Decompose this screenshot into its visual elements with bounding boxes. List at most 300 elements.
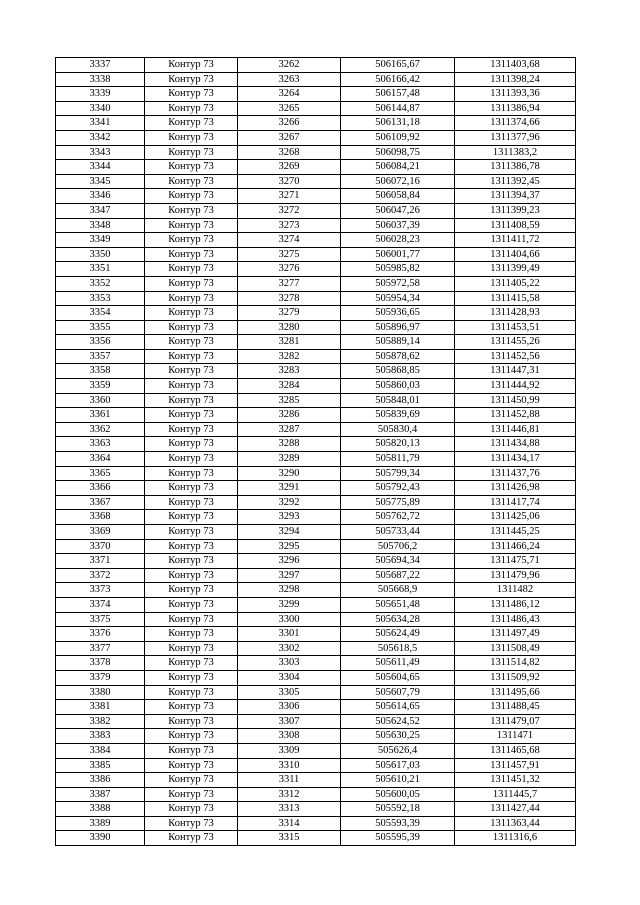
table-row xyxy=(56,116,576,131)
table-row xyxy=(56,58,576,73)
x-coordinate-cell: 505811,79 xyxy=(341,452,455,467)
row-number-cell: 3354 xyxy=(56,306,145,321)
table-row xyxy=(56,656,576,671)
x-coordinate-cell: 505604,65 xyxy=(341,670,455,685)
table-row xyxy=(56,218,576,233)
y-coordinate-cell: 1311394,37 xyxy=(455,189,576,204)
table-row xyxy=(56,320,576,335)
row-number-cell: 3342 xyxy=(56,130,145,145)
x-coordinate-cell: 505630,25 xyxy=(341,729,455,744)
point-number-cell: 3266 xyxy=(238,116,341,131)
contour-name-cell: Контур 73 xyxy=(145,203,238,218)
y-coordinate-cell: 1311415,58 xyxy=(455,291,576,306)
row-number-cell: 3364 xyxy=(56,452,145,467)
table-row xyxy=(56,787,576,802)
point-number-cell: 3290 xyxy=(238,466,341,481)
table-row xyxy=(56,101,576,116)
y-coordinate-cell: 1311399,49 xyxy=(455,262,576,277)
row-number-cell: 3360 xyxy=(56,393,145,408)
table-row xyxy=(56,583,576,598)
row-number-cell: 3338 xyxy=(56,72,145,87)
contour-name-cell: Контур 73 xyxy=(145,597,238,612)
row-number-cell: 3372 xyxy=(56,568,145,583)
contour-name-cell: Контур 73 xyxy=(145,787,238,802)
contour-name-cell: Контур 73 xyxy=(145,802,238,817)
x-coordinate-cell: 505634,28 xyxy=(341,612,455,627)
point-number-cell: 3282 xyxy=(238,349,341,364)
contour-name-cell: Контур 73 xyxy=(145,466,238,481)
table-row xyxy=(56,554,576,569)
y-coordinate-cell: 1311399,23 xyxy=(455,203,576,218)
table-row xyxy=(56,510,576,525)
point-number-cell: 3310 xyxy=(238,758,341,773)
x-coordinate-cell: 505985,82 xyxy=(341,262,455,277)
y-coordinate-cell: 1311437,76 xyxy=(455,466,576,481)
y-coordinate-cell: 1311471 xyxy=(455,729,576,744)
x-coordinate-cell: 506001,77 xyxy=(341,247,455,262)
y-coordinate-cell: 1311374,66 xyxy=(455,116,576,131)
x-coordinate-cell: 505668,9 xyxy=(341,583,455,598)
point-number-cell: 3303 xyxy=(238,656,341,671)
x-coordinate-cell: 506144,87 xyxy=(341,101,455,116)
point-number-cell: 3307 xyxy=(238,714,341,729)
x-coordinate-cell: 506098,75 xyxy=(341,145,455,160)
table-row xyxy=(56,174,576,189)
y-coordinate-cell: 1311455,26 xyxy=(455,335,576,350)
contour-name-cell: Контур 73 xyxy=(145,160,238,175)
row-number-cell: 3348 xyxy=(56,218,145,233)
y-coordinate-cell: 1311486,43 xyxy=(455,612,576,627)
contour-name-cell: Контур 73 xyxy=(145,291,238,306)
point-number-cell: 3309 xyxy=(238,743,341,758)
row-number-cell: 3363 xyxy=(56,437,145,452)
x-coordinate-cell: 505618,5 xyxy=(341,641,455,656)
contour-name-cell: Контур 73 xyxy=(145,379,238,394)
x-coordinate-cell: 506131,18 xyxy=(341,116,455,131)
point-number-cell: 3311 xyxy=(238,773,341,788)
y-coordinate-cell: 1311393,36 xyxy=(455,87,576,102)
row-number-cell: 3367 xyxy=(56,495,145,510)
row-number-cell: 3369 xyxy=(56,525,145,540)
y-coordinate-cell: 1311488,45 xyxy=(455,700,576,715)
table-row xyxy=(56,291,576,306)
y-coordinate-cell: 1311417,74 xyxy=(455,495,576,510)
contour-name-cell: Контур 73 xyxy=(145,58,238,73)
point-number-cell: 3315 xyxy=(238,831,341,846)
contour-name-cell: Контур 73 xyxy=(145,816,238,831)
point-number-cell: 3292 xyxy=(238,495,341,510)
y-coordinate-cell: 1311475,71 xyxy=(455,554,576,569)
y-coordinate-cell: 1311450,99 xyxy=(455,393,576,408)
row-number-cell: 3385 xyxy=(56,758,145,773)
y-coordinate-cell: 1311444,92 xyxy=(455,379,576,394)
table-row xyxy=(56,466,576,481)
table-row xyxy=(56,685,576,700)
contour-name-cell: Контур 73 xyxy=(145,247,238,262)
point-number-cell: 3300 xyxy=(238,612,341,627)
x-coordinate-cell: 506072,16 xyxy=(341,174,455,189)
row-number-cell: 3386 xyxy=(56,773,145,788)
row-number-cell: 3340 xyxy=(56,101,145,116)
contour-name-cell: Контур 73 xyxy=(145,189,238,204)
point-number-cell: 3279 xyxy=(238,306,341,321)
row-number-cell: 3389 xyxy=(56,816,145,831)
contour-name-cell: Контур 73 xyxy=(145,87,238,102)
x-coordinate-cell: 505626,4 xyxy=(341,743,455,758)
x-coordinate-cell: 505694,34 xyxy=(341,554,455,569)
row-number-cell: 3379 xyxy=(56,670,145,685)
x-coordinate-cell: 506047,26 xyxy=(341,203,455,218)
table-row xyxy=(56,189,576,204)
y-coordinate-cell: 1311486,12 xyxy=(455,597,576,612)
x-coordinate-cell: 505972,58 xyxy=(341,276,455,291)
row-number-cell: 3366 xyxy=(56,481,145,496)
row-number-cell: 3349 xyxy=(56,233,145,248)
contour-name-cell: Контур 73 xyxy=(145,481,238,496)
table-row xyxy=(56,495,576,510)
x-coordinate-cell: 506058,84 xyxy=(341,189,455,204)
x-coordinate-cell: 505936,65 xyxy=(341,306,455,321)
point-number-cell: 3289 xyxy=(238,452,341,467)
row-number-cell: 3365 xyxy=(56,466,145,481)
table-row xyxy=(56,816,576,831)
y-coordinate-cell: 1311447,31 xyxy=(455,364,576,379)
contour-name-cell: Контур 73 xyxy=(145,101,238,116)
y-coordinate-cell: 1311445,7 xyxy=(455,787,576,802)
table-row xyxy=(56,379,576,394)
point-number-cell: 3271 xyxy=(238,189,341,204)
x-coordinate-cell: 506028,23 xyxy=(341,233,455,248)
contour-name-cell: Контур 73 xyxy=(145,364,238,379)
contour-name-cell: Контур 73 xyxy=(145,72,238,87)
point-number-cell: 3270 xyxy=(238,174,341,189)
x-coordinate-cell: 505706,2 xyxy=(341,539,455,554)
table-row xyxy=(56,437,576,452)
y-coordinate-cell: 1311509,92 xyxy=(455,670,576,685)
x-coordinate-cell: 505839,69 xyxy=(341,408,455,423)
x-coordinate-cell: 505617,03 xyxy=(341,758,455,773)
x-coordinate-cell: 506037,39 xyxy=(341,218,455,233)
x-coordinate-cell: 505651,48 xyxy=(341,597,455,612)
contour-name-cell: Контур 73 xyxy=(145,700,238,715)
x-coordinate-cell: 505830,4 xyxy=(341,422,455,437)
contour-name-cell: Контур 73 xyxy=(145,568,238,583)
row-number-cell: 3368 xyxy=(56,510,145,525)
table-row xyxy=(56,160,576,175)
point-number-cell: 3276 xyxy=(238,262,341,277)
contour-name-cell: Контур 73 xyxy=(145,130,238,145)
table-row xyxy=(56,335,576,350)
y-coordinate-cell: 1311403,68 xyxy=(455,58,576,73)
contour-name-cell: Контур 73 xyxy=(145,276,238,291)
x-coordinate-cell: 505868,85 xyxy=(341,364,455,379)
point-number-cell: 3305 xyxy=(238,685,341,700)
contour-name-cell: Контур 73 xyxy=(145,174,238,189)
row-number-cell: 3381 xyxy=(56,700,145,715)
contour-name-cell: Контур 73 xyxy=(145,554,238,569)
row-number-cell: 3380 xyxy=(56,685,145,700)
point-number-cell: 3296 xyxy=(238,554,341,569)
y-coordinate-cell: 1311411,72 xyxy=(455,233,576,248)
y-coordinate-cell: 1311451,32 xyxy=(455,773,576,788)
contour-name-cell: Контур 73 xyxy=(145,583,238,598)
point-number-cell: 3277 xyxy=(238,276,341,291)
x-coordinate-cell: 505762,72 xyxy=(341,510,455,525)
x-coordinate-cell: 505860,03 xyxy=(341,379,455,394)
y-coordinate-cell: 1311452,88 xyxy=(455,408,576,423)
contour-name-cell: Контур 73 xyxy=(145,218,238,233)
y-coordinate-cell: 1311452,56 xyxy=(455,349,576,364)
table-row xyxy=(56,247,576,262)
y-coordinate-cell: 1311465,68 xyxy=(455,743,576,758)
x-coordinate-cell: 505610,21 xyxy=(341,773,455,788)
y-coordinate-cell: 1311466,24 xyxy=(455,539,576,554)
x-coordinate-cell: 506157,48 xyxy=(341,87,455,102)
y-coordinate-cell: 1311482 xyxy=(455,583,576,598)
coordinates-table xyxy=(55,57,576,846)
point-number-cell: 3274 xyxy=(238,233,341,248)
row-number-cell: 3377 xyxy=(56,641,145,656)
y-coordinate-cell: 1311508,49 xyxy=(455,641,576,656)
row-number-cell: 3375 xyxy=(56,612,145,627)
table-row xyxy=(56,773,576,788)
point-number-cell: 3295 xyxy=(238,539,341,554)
contour-name-cell: Контур 73 xyxy=(145,349,238,364)
table-row xyxy=(56,349,576,364)
table-row xyxy=(56,700,576,715)
x-coordinate-cell: 505687,22 xyxy=(341,568,455,583)
point-number-cell: 3269 xyxy=(238,160,341,175)
x-coordinate-cell: 506084,21 xyxy=(341,160,455,175)
row-number-cell: 3345 xyxy=(56,174,145,189)
table-row xyxy=(56,203,576,218)
table-row xyxy=(56,393,576,408)
contour-name-cell: Контур 73 xyxy=(145,670,238,685)
y-coordinate-cell: 1311404,66 xyxy=(455,247,576,262)
x-coordinate-cell: 505593,39 xyxy=(341,816,455,831)
point-number-cell: 3301 xyxy=(238,627,341,642)
contour-name-cell: Контур 73 xyxy=(145,612,238,627)
point-number-cell: 3302 xyxy=(238,641,341,656)
y-coordinate-cell: 1311386,94 xyxy=(455,101,576,116)
contour-name-cell: Контур 73 xyxy=(145,145,238,160)
table-row xyxy=(56,481,576,496)
contour-name-cell: Контур 73 xyxy=(145,116,238,131)
x-coordinate-cell: 505592,18 xyxy=(341,802,455,817)
row-number-cell: 3378 xyxy=(56,656,145,671)
contour-name-cell: Контур 73 xyxy=(145,627,238,642)
y-coordinate-cell: 1311363,44 xyxy=(455,816,576,831)
y-coordinate-cell: 1311514,82 xyxy=(455,656,576,671)
contour-name-cell: Контур 73 xyxy=(145,320,238,335)
y-coordinate-cell: 1311427,44 xyxy=(455,802,576,817)
row-number-cell: 3376 xyxy=(56,627,145,642)
point-number-cell: 3313 xyxy=(238,802,341,817)
row-number-cell: 3353 xyxy=(56,291,145,306)
y-coordinate-cell: 1311425,06 xyxy=(455,510,576,525)
y-coordinate-cell: 1311392,45 xyxy=(455,174,576,189)
table-row xyxy=(56,422,576,437)
y-coordinate-cell: 1311377,96 xyxy=(455,130,576,145)
x-coordinate-cell: 505624,49 xyxy=(341,627,455,642)
row-number-cell: 3351 xyxy=(56,262,145,277)
row-number-cell: 3346 xyxy=(56,189,145,204)
x-coordinate-cell: 505775,89 xyxy=(341,495,455,510)
table-row xyxy=(56,130,576,145)
y-coordinate-cell: 1311445,25 xyxy=(455,525,576,540)
contour-name-cell: Контур 73 xyxy=(145,539,238,554)
point-number-cell: 3281 xyxy=(238,335,341,350)
row-number-cell: 3361 xyxy=(56,408,145,423)
table-row xyxy=(56,714,576,729)
row-number-cell: 3382 xyxy=(56,714,145,729)
table-row xyxy=(56,262,576,277)
y-coordinate-cell: 1311386,78 xyxy=(455,160,576,175)
table-row xyxy=(56,743,576,758)
x-coordinate-cell: 505611,49 xyxy=(341,656,455,671)
row-number-cell: 3384 xyxy=(56,743,145,758)
table-row xyxy=(56,72,576,87)
row-number-cell: 3343 xyxy=(56,145,145,160)
table-row xyxy=(56,627,576,642)
x-coordinate-cell: 505614,65 xyxy=(341,700,455,715)
point-number-cell: 3280 xyxy=(238,320,341,335)
table-row xyxy=(56,408,576,423)
table-row xyxy=(56,145,576,160)
x-coordinate-cell: 506166,42 xyxy=(341,72,455,87)
coordinates-table-body xyxy=(56,58,576,846)
contour-name-cell: Контур 73 xyxy=(145,393,238,408)
contour-name-cell: Контур 73 xyxy=(145,714,238,729)
table-row xyxy=(56,670,576,685)
contour-name-cell: Контур 73 xyxy=(145,233,238,248)
table-row xyxy=(56,276,576,291)
row-number-cell: 3352 xyxy=(56,276,145,291)
y-coordinate-cell: 1311479,07 xyxy=(455,714,576,729)
row-number-cell: 3350 xyxy=(56,247,145,262)
point-number-cell: 3308 xyxy=(238,729,341,744)
row-number-cell: 3373 xyxy=(56,583,145,598)
row-number-cell: 3371 xyxy=(56,554,145,569)
row-number-cell: 3383 xyxy=(56,729,145,744)
x-coordinate-cell: 505600,05 xyxy=(341,787,455,802)
contour-name-cell: Контур 73 xyxy=(145,262,238,277)
y-coordinate-cell: 1311316,6 xyxy=(455,831,576,846)
point-number-cell: 3314 xyxy=(238,816,341,831)
contour-name-cell: Контур 73 xyxy=(145,335,238,350)
x-coordinate-cell: 505792,43 xyxy=(341,481,455,496)
x-coordinate-cell: 505878,62 xyxy=(341,349,455,364)
row-number-cell: 3362 xyxy=(56,422,145,437)
contour-name-cell: Контур 73 xyxy=(145,743,238,758)
contour-name-cell: Контур 73 xyxy=(145,495,238,510)
table-row xyxy=(56,452,576,467)
y-coordinate-cell: 1311426,98 xyxy=(455,481,576,496)
x-coordinate-cell: 505848,01 xyxy=(341,393,455,408)
contour-name-cell: Контур 73 xyxy=(145,758,238,773)
point-number-cell: 3268 xyxy=(238,145,341,160)
x-coordinate-cell: 505624,52 xyxy=(341,714,455,729)
table-row xyxy=(56,729,576,744)
point-number-cell: 3298 xyxy=(238,583,341,598)
row-number-cell: 3390 xyxy=(56,831,145,846)
row-number-cell: 3341 xyxy=(56,116,145,131)
table-row xyxy=(56,306,576,321)
y-coordinate-cell: 1311457,91 xyxy=(455,758,576,773)
point-number-cell: 3306 xyxy=(238,700,341,715)
y-coordinate-cell: 1311495,66 xyxy=(455,685,576,700)
contour-name-cell: Контур 73 xyxy=(145,773,238,788)
table-row xyxy=(56,233,576,248)
point-number-cell: 3297 xyxy=(238,568,341,583)
row-number-cell: 3347 xyxy=(56,203,145,218)
row-number-cell: 3357 xyxy=(56,349,145,364)
point-number-cell: 3287 xyxy=(238,422,341,437)
row-number-cell: 3370 xyxy=(56,539,145,554)
x-coordinate-cell: 505896,97 xyxy=(341,320,455,335)
table-row xyxy=(56,568,576,583)
y-coordinate-cell: 1311428,93 xyxy=(455,306,576,321)
table-row xyxy=(56,641,576,656)
contour-name-cell: Контур 73 xyxy=(145,437,238,452)
contour-name-cell: Контур 73 xyxy=(145,525,238,540)
x-coordinate-cell: 505595,39 xyxy=(341,831,455,846)
table-row xyxy=(56,831,576,846)
contour-name-cell: Контур 73 xyxy=(145,641,238,656)
x-coordinate-cell: 505954,34 xyxy=(341,291,455,306)
contour-name-cell: Контур 73 xyxy=(145,685,238,700)
point-number-cell: 3312 xyxy=(238,787,341,802)
row-number-cell: 3337 xyxy=(56,58,145,73)
point-number-cell: 3264 xyxy=(238,87,341,102)
contour-name-cell: Контур 73 xyxy=(145,452,238,467)
contour-name-cell: Контур 73 xyxy=(145,408,238,423)
point-number-cell: 3273 xyxy=(238,218,341,233)
point-number-cell: 3299 xyxy=(238,597,341,612)
y-coordinate-cell: 1311453,51 xyxy=(455,320,576,335)
contour-name-cell: Контур 73 xyxy=(145,831,238,846)
y-coordinate-cell: 1311405,22 xyxy=(455,276,576,291)
contour-name-cell: Контур 73 xyxy=(145,656,238,671)
contour-name-cell: Контур 73 xyxy=(145,510,238,525)
row-number-cell: 3356 xyxy=(56,335,145,350)
point-number-cell: 3272 xyxy=(238,203,341,218)
point-number-cell: 3304 xyxy=(238,670,341,685)
row-number-cell: 3387 xyxy=(56,787,145,802)
row-number-cell: 3374 xyxy=(56,597,145,612)
point-number-cell: 3275 xyxy=(238,247,341,262)
x-coordinate-cell: 505799,34 xyxy=(341,466,455,481)
row-number-cell: 3388 xyxy=(56,802,145,817)
contour-name-cell: Контур 73 xyxy=(145,729,238,744)
table-row xyxy=(56,612,576,627)
table-row xyxy=(56,802,576,817)
x-coordinate-cell: 505820,13 xyxy=(341,437,455,452)
row-number-cell: 3355 xyxy=(56,320,145,335)
point-number-cell: 3291 xyxy=(238,481,341,496)
point-number-cell: 3284 xyxy=(238,379,341,394)
table-row xyxy=(56,364,576,379)
table-row xyxy=(56,597,576,612)
x-coordinate-cell: 506165,67 xyxy=(341,58,455,73)
point-number-cell: 3263 xyxy=(238,72,341,87)
table-row xyxy=(56,758,576,773)
table-row xyxy=(56,87,576,102)
point-number-cell: 3283 xyxy=(238,364,341,379)
y-coordinate-cell: 1311434,17 xyxy=(455,452,576,467)
row-number-cell: 3358 xyxy=(56,364,145,379)
x-coordinate-cell: 505733,44 xyxy=(341,525,455,540)
